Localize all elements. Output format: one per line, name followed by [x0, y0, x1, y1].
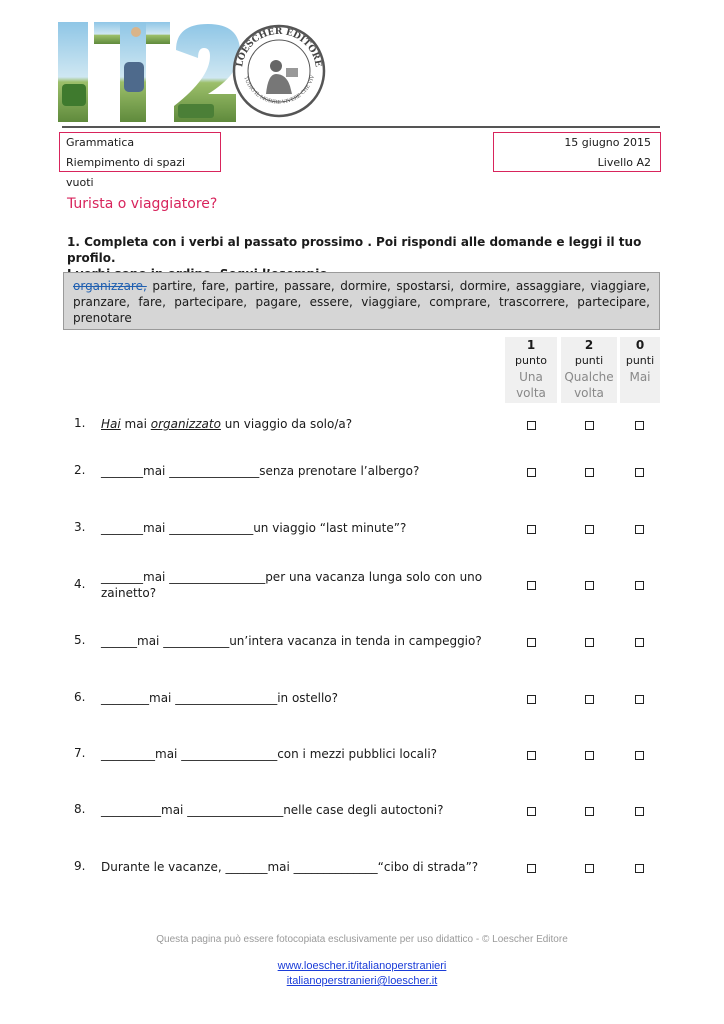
- answer-checkbox-q9-col3[interactable]: [635, 864, 644, 873]
- question-fragment: un viaggio da solo/a?: [220, 417, 353, 431]
- question-number: 6.: [74, 690, 86, 704]
- page-title: Turista o viaggiatore?: [67, 196, 218, 212]
- email-link[interactable]: italianoperstranieri@loescher.it: [286, 975, 438, 987]
- answer-checkbox-q8-col2[interactable]: [585, 807, 594, 816]
- answer-checkbox-q1-col1[interactable]: [527, 421, 536, 430]
- score-points: 0: [635, 338, 645, 352]
- answer-checkbox-q7-col3[interactable]: [635, 751, 644, 760]
- date-label: 15 giugno 2015: [564, 136, 651, 149]
- score-unit: punti: [625, 354, 655, 367]
- verb-list: partire, fare, partire, passare, dormire, spostarsi, dormire, assaggiare, viaggiare, pranzare, fare, partecipare, pagare, essere, viaggiare, comprare, trascorrere, partecipare, prenotare: [73, 279, 650, 325]
- answer-checkbox-q5-col2[interactable]: [585, 638, 594, 647]
- question-number: 8.: [74, 802, 86, 816]
- question-number: 7.: [74, 746, 86, 760]
- question-text: _______mai ________________per una vacanza lunga solo con uno zainetto?: [101, 570, 483, 600]
- answer-checkbox-q6-col1[interactable]: [527, 695, 536, 704]
- answer-checkbox-q1-col3[interactable]: [635, 421, 644, 430]
- svg-text:LO STUDIO IL MORIRE VIVERE CHE: TUDIO IL MORIRE VIVERE CHE VIV: [242, 74, 317, 106]
- score-unit: punto: [515, 354, 547, 367]
- answer-checkbox-q2-col2[interactable]: [585, 468, 594, 477]
- question-text: _______mai ______________un viaggio “last minute”?: [101, 521, 407, 535]
- answer-checkbox-q3-col2[interactable]: [585, 525, 594, 534]
- level-label: Livello A2: [597, 156, 651, 169]
- question-text: _______mai _______________senza prenotare l’albergo?: [101, 464, 420, 478]
- question-number: 1.: [74, 416, 86, 430]
- answer-checkbox-q8-col1[interactable]: [527, 807, 536, 816]
- question-text: Durante le vacanze, _______mai ______________“cibo di strada”?: [101, 860, 479, 874]
- answer-checkbox-q6-col2[interactable]: [585, 695, 594, 704]
- score-column-1: [505, 337, 557, 403]
- answer-checkbox-q9-col1[interactable]: [527, 864, 536, 873]
- score-points: 2: [584, 338, 594, 352]
- question-number: 4.: [74, 577, 86, 591]
- score-column-3: [620, 337, 660, 403]
- header-rule: [62, 126, 660, 128]
- answer-checkbox-q3-col1[interactable]: [527, 525, 536, 534]
- answer-checkbox-q4-col3[interactable]: [635, 581, 644, 590]
- answer-checkbox-q6-col3[interactable]: [635, 695, 644, 704]
- score-frequency: Qualche: [564, 370, 614, 384]
- question-text: _________mai ________________con i mezzi pubblici locali?: [101, 747, 438, 761]
- it2-logo: [58, 22, 258, 122]
- score-frequency-2: volta: [574, 386, 604, 400]
- score-frequency: Una: [519, 370, 543, 384]
- example-verb-struck: organizzare,: [73, 279, 147, 293]
- answer-checkbox-q2-col1[interactable]: [527, 468, 536, 477]
- score-points: 1: [526, 338, 536, 352]
- question-number: 9.: [74, 859, 86, 873]
- score-frequency-2: volta: [516, 386, 546, 400]
- loescher-seal: [232, 24, 326, 118]
- answer-checkbox-q5-col1[interactable]: [527, 638, 536, 647]
- question-text: __________mai ________________nelle case degli autoctoni?: [101, 803, 444, 817]
- answer-checkbox-q9-col2[interactable]: [585, 864, 594, 873]
- question-text: [101, 416, 501, 432]
- topic-box: [59, 132, 221, 189]
- example-answer-aux: Hai: [101, 417, 121, 431]
- answer-checkbox-q3-col3[interactable]: [635, 525, 644, 534]
- question-number: 3.: [74, 520, 86, 534]
- question-number: 5.: [74, 633, 86, 647]
- example-answer-participle: organizzato: [150, 417, 221, 431]
- exercise-type-label: Riempimento di spazi vuoti: [66, 156, 186, 189]
- score-unit: punti: [574, 354, 604, 367]
- answer-checkbox-q1-col2[interactable]: [585, 421, 594, 430]
- answer-checkbox-q2-col3[interactable]: [635, 468, 644, 477]
- score-frequency: Mai: [629, 370, 651, 384]
- answer-checkbox-q7-col2[interactable]: [585, 751, 594, 760]
- verb-list-box: [63, 272, 660, 330]
- website-link[interactable]: www.loescher.it/italianoperstranieri: [277, 960, 447, 972]
- answer-checkbox-q5-col3[interactable]: [635, 638, 644, 647]
- question-number: 2.: [74, 463, 86, 477]
- instructions-line-1: 1. Completa con i verbi al passato prossimo . Poi rispondi alle domande e leggi il tuo profilo.: [67, 235, 642, 265]
- question-fragment: mai: [120, 417, 151, 431]
- answer-checkbox-q7-col1[interactable]: [527, 751, 536, 760]
- date-level-box: [493, 132, 661, 172]
- score-column-2: [561, 337, 617, 403]
- answer-checkbox-q4-col2[interactable]: [585, 581, 594, 590]
- answer-checkbox-q4-col1[interactable]: [527, 581, 536, 590]
- question-text: ________mai _________________in ostello?: [101, 691, 339, 705]
- answer-checkbox-q8-col3[interactable]: [635, 807, 644, 816]
- question-text: ______mai ___________un’intera vacanza in tenda in campeggio?: [101, 634, 482, 648]
- copyright-note: Questa pagina può essere fotocopiata esclusivamente per uso didattico - © Loescher Editore: [156, 934, 568, 945]
- svg-text:LOESCHER EDITORE: LOESCHER EDITORE: [235, 26, 323, 68]
- topic-label: Grammatica: [66, 136, 135, 149]
